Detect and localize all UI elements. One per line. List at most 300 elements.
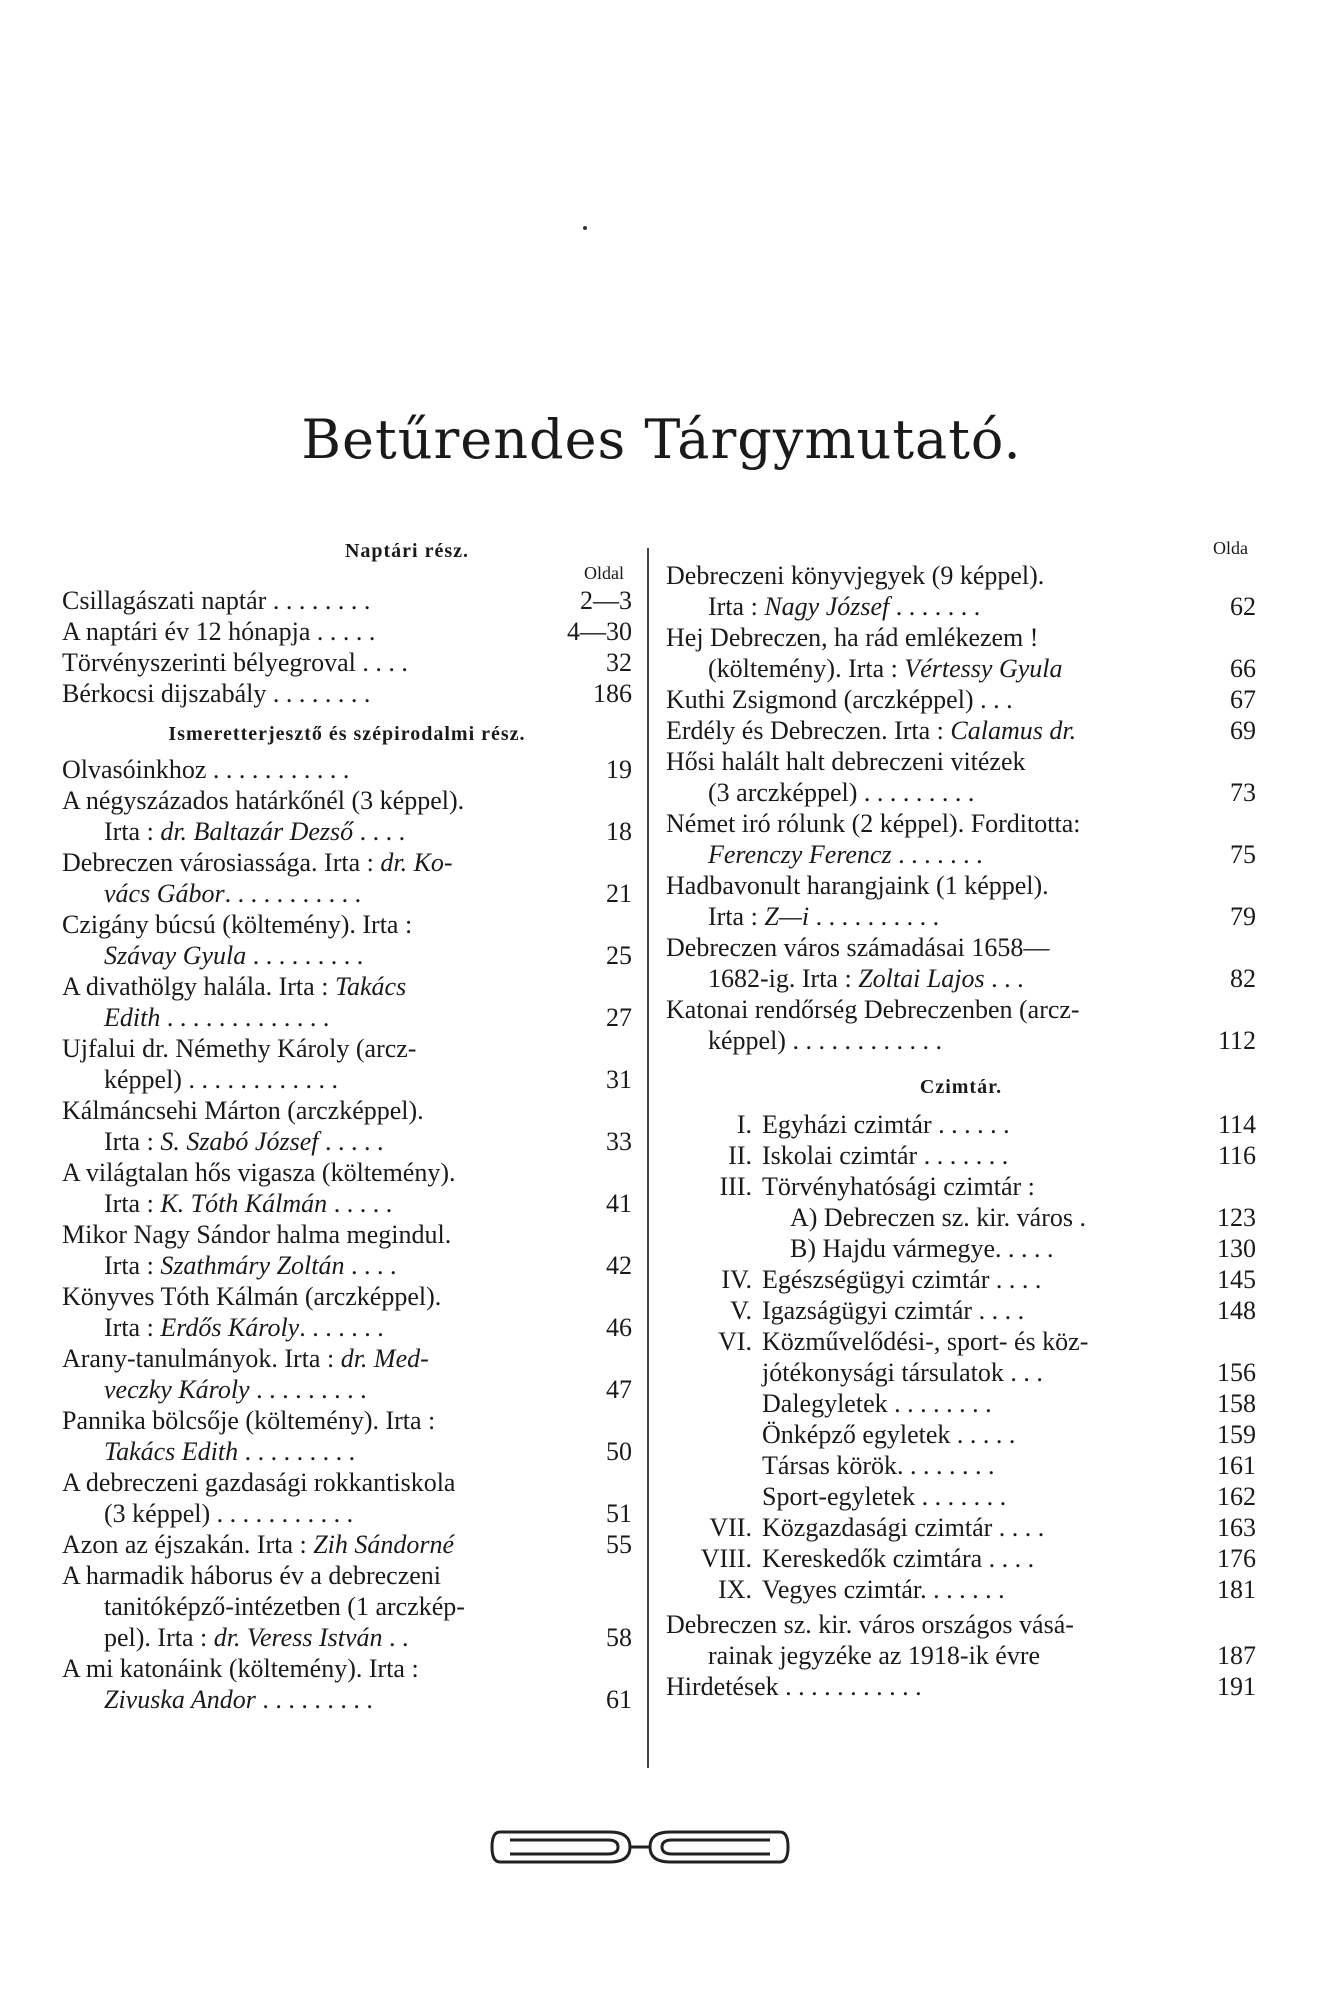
author-name: Takács [334, 972, 407, 1001]
toc-entry-text [62, 1653, 562, 1684]
entry-text-segment: . . . . . . . [891, 840, 983, 869]
toc-entry-text [62, 754, 562, 785]
directory-label: Kereskedők czimtára . . . . [762, 1544, 1035, 1573]
directory-label: Törvényhatósági czimtár : [762, 1172, 1035, 1201]
toc-entry [62, 754, 632, 785]
right-entries [666, 560, 1256, 1056]
toc-entry-line [666, 839, 1256, 870]
toc-entry-line [62, 1157, 632, 1188]
toc-entry-text [62, 1684, 562, 1715]
directory-page-number: 163 [1217, 1513, 1256, 1542]
directory-page-number: 116 [1217, 1141, 1256, 1170]
author-name: dr. Ko- [380, 848, 453, 877]
toc-entry [666, 932, 1256, 994]
toc-entry-line [666, 932, 1256, 963]
directory-number: II. [728, 1141, 752, 1170]
toc-entry-line [62, 1560, 632, 1591]
directory-label: Iskolai czimtár . . . . . . . [762, 1141, 1009, 1170]
author-name: dr. Veress István [213, 1623, 383, 1652]
entry-text-segment: tanitóképző-intézetben (1 arczkép- [104, 1592, 465, 1621]
toc-entry-text [666, 1025, 1186, 1056]
oldal-label-right: Olda [1213, 538, 1248, 558]
toc-entry [62, 1157, 632, 1219]
toc-entry-line [62, 1684, 632, 1715]
toc-page-number: 19 [606, 755, 632, 784]
toc-entry-text [62, 1157, 562, 1188]
directory-number: VI. [718, 1327, 752, 1356]
entry-text-segment: . . . . . . . . . . . [224, 879, 362, 908]
directory-row [666, 1543, 1256, 1574]
entry-text-segment: Irta : [104, 1313, 161, 1342]
toc-entry-text [62, 785, 562, 816]
ismeretterjeszto-entries [62, 754, 632, 1715]
author-name: Z—i [764, 902, 810, 931]
directory-number: III. [719, 1172, 752, 1201]
entry-text-segment: Mikor Nagy Sándor halma megindul. [62, 1220, 452, 1249]
toc-entry-line [62, 1095, 632, 1126]
toc-page-number: 79 [1230, 902, 1256, 931]
column-divider [647, 548, 649, 1768]
toc-entry-text [62, 1560, 562, 1591]
right-tail-entries [666, 1609, 1256, 1702]
directory-page-number: 114 [1217, 1110, 1256, 1139]
author-name: Szathmáry Zoltán [160, 1251, 345, 1280]
toc-entry-text [62, 1250, 562, 1281]
toc-entry-text [666, 746, 1186, 777]
toc-entry-text [666, 994, 1186, 1025]
entry-text-segment: . . . . . [327, 1189, 393, 1218]
directory-page-number: 181 [1217, 1575, 1256, 1604]
toc-entry [62, 678, 632, 709]
directory-row [666, 1574, 1256, 1605]
directory-label: Közgazdasági czimtár . . . . [762, 1513, 1045, 1542]
toc-entry-text [62, 678, 562, 709]
entry-text-segment: A debreczeni gazdasági rokkantiskola [62, 1468, 456, 1497]
section-heading-czimtar: Czimtár. [919, 1076, 1003, 1098]
toc-entry [666, 684, 1256, 715]
entry-text-segment: . . . . [344, 1251, 397, 1280]
entry-text-segment: Irta : [708, 592, 765, 621]
entry-text-segment: Hősi halált halt debreczeni vitézek [666, 747, 1026, 776]
toc-entry-line [666, 715, 1256, 746]
entry-text-segment: . . . . . . . . . [249, 1375, 367, 1404]
entry-text-segment: . . . . . . . . . [246, 941, 364, 970]
toc-entry-text [666, 870, 1186, 901]
entry-text-segment: Hirdetések . . . . . . . . . . . [666, 1672, 922, 1701]
toc-entry-line [62, 1529, 632, 1560]
toc-entry-line [666, 994, 1256, 1025]
toc-entry-line [62, 678, 632, 709]
toc-entry-text [666, 715, 1186, 746]
toc-entry-line [666, 1671, 1256, 1702]
entry-text-segment: Irta : [708, 902, 765, 931]
toc-entry-text [666, 1640, 1186, 1671]
section-heading-ismeretterjeszto: Ismeretterjesztő és szépirodalmi rész. [168, 723, 526, 745]
toc-entry-text [62, 1095, 562, 1126]
toc-entry-line [62, 616, 632, 647]
toc-entry-text [62, 1622, 562, 1653]
toc-page-number: 191 [1217, 1672, 1256, 1701]
toc-entry-line [62, 785, 632, 816]
toc-entry-line [666, 870, 1256, 901]
toc-page-number: 21 [606, 879, 632, 908]
toc-entry-line [62, 1033, 632, 1064]
toc-page-number: 41 [606, 1189, 632, 1218]
entry-text-segment: . . . . . . . . . [255, 1685, 373, 1714]
toc-page-number: 50 [606, 1437, 632, 1466]
left-column [62, 540, 632, 1715]
toc-entry [62, 1281, 632, 1343]
author-name: Nagy József [764, 592, 890, 621]
toc-entry-text [666, 932, 1186, 963]
toc-page-number: 112 [1217, 1026, 1256, 1055]
toc-entry-text [62, 1405, 562, 1436]
entry-text-segment: Katonai rendőrség Debreczenben (arcz- [666, 995, 1080, 1024]
toc-entry-line [666, 746, 1256, 777]
entry-text-segment: Csillagászati naptár . . . . . . . . [62, 586, 371, 615]
directory-label: Igazságügyi czimtár . . . . [762, 1296, 1025, 1325]
toc-page-number: 2—3 [580, 586, 632, 615]
toc-entry-text [666, 653, 1186, 684]
oldal-label: Oldal [584, 563, 624, 583]
toc-page-number: 42 [606, 1251, 632, 1280]
entry-text-segment: pel). Irta : [104, 1623, 214, 1652]
entry-text-segment: (költemény). Irta : [708, 654, 905, 683]
entry-text-segment: Olvasóinkhoz . . . . . . . . . . . [62, 755, 350, 784]
toc-entry-line [62, 647, 632, 678]
toc-entry [666, 715, 1256, 746]
toc-entry-text [62, 1188, 562, 1219]
entry-text-segment: Kuthi Zsigmond (arczképpel) . . . [666, 685, 1013, 714]
toc-entry [62, 1653, 632, 1715]
toc-entry-line [62, 847, 632, 878]
directory-label: B) Hajdu vármegye. . . . . [790, 1234, 1054, 1263]
entry-text-segment: Irta : [104, 1127, 161, 1156]
toc-entry [666, 746, 1256, 808]
directory-number: VII. [709, 1513, 752, 1542]
toc-page-number: 25 [606, 941, 632, 970]
directory-row [666, 1233, 1256, 1264]
entry-text-segment: A világtalan hős vigasza (költemény). [62, 1158, 456, 1187]
directory-label: Vegyes czimtár. . . . . . . [762, 1575, 1005, 1604]
toc-entry [62, 971, 632, 1033]
entry-text-segment: . . [382, 1623, 409, 1652]
directory-row [666, 1171, 1256, 1202]
entry-text-segment: (3 képpel) . . . . . . . . . . . [104, 1499, 354, 1528]
entry-text-segment: Erdély és Debreczen. Irta : [666, 716, 951, 745]
toc-page-number: 69 [1230, 716, 1256, 745]
section-heading-naptari: Naptári rész. [344, 540, 470, 562]
toc-entry-text [62, 1343, 562, 1374]
entry-text-segment: . . . . . . . [299, 1313, 384, 1342]
toc-entry-line [62, 878, 632, 909]
author-name: Zivuska Andor [104, 1685, 256, 1714]
toc-entry-line [62, 1281, 632, 1312]
toc-entry-line [666, 777, 1256, 808]
toc-entry-text [666, 901, 1186, 932]
toc-page-number: 67 [1230, 685, 1256, 714]
entry-text-segment: képpel) . . . . . . . . . . . . [708, 1026, 942, 1055]
toc-entry-text [62, 1498, 562, 1529]
entry-text-segment: Irta : [104, 1189, 161, 1218]
entry-text-segment: Debreczen város számadásai 1658— [666, 933, 1050, 962]
ornament-icon [490, 1822, 790, 1872]
entry-text-segment: Czigány búcsú (költemény). Irta : [62, 910, 413, 939]
toc-entry-line [62, 971, 632, 1002]
author-name: Zoltai Lajos [858, 964, 985, 993]
toc-entry-line [666, 1609, 1256, 1640]
toc-entry-line [62, 940, 632, 971]
entry-text-segment: . . . . . . . . . [238, 1437, 356, 1466]
toc-entry-line [62, 1436, 632, 1467]
toc-entry [62, 1467, 632, 1529]
directory-label: jótékonysági társulatok . . . [762, 1358, 1043, 1387]
toc-entry [62, 785, 632, 847]
toc-entry-line [62, 1343, 632, 1374]
toc-page-number: 32 [606, 648, 632, 677]
entry-text-segment: A mi katonáink (költemény). Irta : [62, 1654, 419, 1683]
entry-text-segment: Német iró rólunk (2 képpel). Forditotta: [666, 809, 1081, 838]
naptari-entries [62, 585, 632, 709]
toc-page-number: 75 [1230, 840, 1256, 869]
directory-row [666, 1481, 1256, 1512]
toc-page-number: 51 [606, 1499, 632, 1528]
toc-entry-text [62, 1467, 562, 1498]
toc-entry-line [62, 1622, 632, 1653]
toc-entry-text [666, 1671, 1186, 1702]
directory-row [666, 1388, 1256, 1419]
toc-entry [62, 1343, 632, 1405]
toc-entry [666, 994, 1256, 1056]
toc-entry-text [62, 1374, 562, 1405]
author-name: Vértessy Gyula [904, 654, 1063, 683]
toc-page-number: 46 [606, 1313, 632, 1342]
toc-entry-text [666, 560, 1186, 591]
toc-entry-line [62, 1312, 632, 1343]
entry-text-segment: Arany-tanulmányok. Irta : [62, 1344, 341, 1373]
toc-entry-text [62, 616, 562, 647]
toc-entry [666, 870, 1256, 932]
toc-entry-line [666, 653, 1256, 684]
right-column [666, 540, 1256, 1702]
toc-page-number: 187 [1217, 1641, 1256, 1670]
directory-page-number: 158 [1217, 1389, 1256, 1418]
toc-page-number: 62 [1230, 592, 1256, 621]
toc-entry-text [666, 777, 1186, 808]
toc-entry-line [62, 1064, 632, 1095]
toc-entry-line [62, 1126, 632, 1157]
toc-entry-text [62, 971, 562, 1002]
directory-page-number: 130 [1217, 1234, 1256, 1263]
directory-number: V. [730, 1296, 752, 1325]
directory-label: A) Debreczen sz. kir. város . [790, 1203, 1086, 1232]
toc-page-number: 55 [606, 1530, 632, 1559]
entry-text-segment: Debreczeni könyvjegyek (9 képpel). [666, 561, 1045, 590]
author-name: Calamus dr. [950, 716, 1077, 745]
entry-text-segment: Kálmáncsehi Márton (arczképpel). [62, 1096, 424, 1125]
directory-label: Közművelődési-, sport- és köz- [762, 1327, 1089, 1356]
author-name: Zih Sándorné [313, 1530, 455, 1559]
directory-page-number: 145 [1217, 1265, 1256, 1294]
toc-entry [62, 1033, 632, 1095]
toc-entry-text [62, 1126, 562, 1157]
entry-text-segment: (3 arczképpel) . . . . . . . . . [708, 778, 975, 807]
toc-entry-text [62, 940, 562, 971]
toc-page-number: 47 [606, 1375, 632, 1404]
toc-entry-line [666, 901, 1256, 932]
entry-text-segment: 1682-ig. Irta : [708, 964, 859, 993]
toc-entry-text [62, 1591, 562, 1622]
entry-text-segment: A négyszázados határkőnél (3 képpel). [62, 786, 465, 815]
toc-entry [62, 1405, 632, 1467]
toc-entry [666, 1609, 1256, 1671]
directory-row [666, 1264, 1256, 1295]
toc-page-number: 27 [606, 1003, 632, 1032]
toc-entry-text [62, 1219, 562, 1250]
directory-row [666, 1450, 1256, 1481]
toc-entry-line [666, 684, 1256, 715]
toc-entry-text [62, 585, 562, 616]
toc-entry-text [62, 1436, 562, 1467]
toc-page-number: 18 [606, 817, 632, 846]
toc-entry-text [666, 808, 1186, 839]
toc-entry [62, 616, 632, 647]
toc-entry-line [666, 622, 1256, 653]
directory-page-number: 156 [1217, 1358, 1256, 1387]
toc-page-number: 66 [1230, 654, 1256, 683]
toc-entry-line [62, 585, 632, 616]
toc-entry-line [62, 1498, 632, 1529]
author-name: Ferenczy Ferencz [708, 840, 892, 869]
entry-text-segment: A divathölgy halála. Irta : [62, 972, 335, 1001]
author-name: dr. Baltazár Dezső [160, 817, 354, 846]
toc-entry-line [62, 1467, 632, 1498]
toc-page-number: 4—30 [567, 617, 632, 646]
toc-entry-text [62, 847, 562, 878]
toc-entry [62, 909, 632, 971]
directory-label: Egyházi czimtár . . . . . . [762, 1110, 1010, 1139]
directory-label: Sport-egyletek . . . . . . . [762, 1482, 1007, 1511]
directory-row [666, 1326, 1256, 1357]
toc-entry-text [62, 878, 562, 909]
directory-row [666, 1419, 1256, 1450]
directory-number: I. [736, 1110, 752, 1139]
toc-entry-line [62, 1250, 632, 1281]
entry-text-segment: Könyves Tóth Kálmán (arczképpel). [62, 1282, 442, 1311]
author-name: Takács Edith [104, 1437, 239, 1466]
entry-text-segment: A harmadik háborus év a debreczeni [62, 1561, 442, 1590]
author-name: veczky Károly [104, 1375, 250, 1404]
toc-entry-text [62, 1529, 562, 1560]
toc-entry-line [62, 1653, 632, 1684]
toc-entry-line [62, 1374, 632, 1405]
toc-entry [62, 847, 632, 909]
directory-number: IX. [718, 1575, 752, 1604]
author-name: K. Tóth Kálmán [160, 1189, 328, 1218]
entry-text-segment: . . . . . . . . . . . . . [160, 1003, 330, 1032]
directory-page-number: 159 [1217, 1420, 1256, 1449]
directory-label: Társas körök. . . . . . . . [762, 1451, 995, 1480]
toc-entry [666, 622, 1256, 684]
toc-entry-text [666, 684, 1186, 715]
toc-page-number: 186 [593, 679, 632, 708]
entry-text-segment: Debreczen városiassága. Irta : [62, 848, 381, 877]
directory-page-number: 148 [1217, 1296, 1256, 1325]
toc-entry-line [62, 909, 632, 940]
toc-entry-text [62, 647, 562, 678]
directory-row [666, 1357, 1256, 1388]
toc-entry [62, 1095, 632, 1157]
entry-text-segment: Irta : [104, 1251, 161, 1280]
toc-entry-line [666, 560, 1256, 591]
author-name: Edith [104, 1003, 161, 1032]
directory-page-number: 123 [1217, 1203, 1256, 1232]
ink-dot [583, 226, 587, 230]
entry-text-segment: rainak jegyzéke az 1918-ik évre [708, 1641, 1041, 1670]
directory-label: Dalegyletek . . . . . . . . [762, 1389, 992, 1418]
toc-entry-line [666, 963, 1256, 994]
entry-text-segment: Bérkocsi dijszabály . . . . . . . . [62, 679, 371, 708]
toc-entry [666, 1671, 1256, 1702]
directory-number: IV. [721, 1265, 752, 1294]
toc-entry-line [666, 591, 1256, 622]
entry-text-segment: . . . . . . . [889, 592, 981, 621]
toc-entry [666, 560, 1256, 622]
toc-entry-text [62, 1312, 562, 1343]
toc-entry-text [666, 591, 1186, 622]
entry-text-segment: . . . . . [318, 1127, 384, 1156]
directory-page-number: 161 [1217, 1451, 1256, 1480]
entry-text-segment: . . . [984, 964, 1024, 993]
toc-entry [62, 1219, 632, 1281]
entry-text-segment: Törvényszerinti bélyegroval . . . . [62, 648, 408, 677]
toc-entry-text [62, 1002, 562, 1033]
toc-entry [62, 585, 632, 616]
toc-entry-line [62, 1002, 632, 1033]
entry-text-segment: A naptári év 12 hónapja . . . . . [62, 617, 376, 646]
author-name: vács Gábor [104, 879, 225, 908]
entry-text-segment: Hadbavonult harangjaink (1 képpel). [666, 871, 1049, 900]
directory-row [666, 1295, 1256, 1326]
entry-text-segment: Ujfalui dr. Némethy Károly (arcz- [62, 1034, 417, 1063]
toc-entry-line [62, 754, 632, 785]
toc-page-number: 58 [606, 1623, 632, 1652]
toc-entry-line [62, 816, 632, 847]
author-name: S. Szabó József [160, 1127, 319, 1156]
directory-page-number: 162 [1217, 1482, 1256, 1511]
toc-entry-text [62, 816, 562, 847]
toc-entry-line [62, 1219, 632, 1250]
czimtar-directory [666, 1109, 1256, 1605]
toc-page-number: 82 [1230, 964, 1256, 993]
toc-entry-text [62, 1281, 562, 1312]
directory-row [666, 1140, 1256, 1171]
toc-entry-text [62, 1064, 562, 1095]
author-name: dr. Med- [340, 1344, 429, 1373]
page-title: Betűrendes Tárgymutató. [301, 408, 1022, 471]
entry-text-segment: . . . . . . . . . . [809, 902, 940, 931]
toc-page-number: 73 [1230, 778, 1256, 807]
toc-entry-line [62, 1188, 632, 1219]
toc-page-number: 31 [606, 1065, 632, 1094]
toc-entry-text [62, 1033, 562, 1064]
toc-page-number: 33 [606, 1127, 632, 1156]
directory-label: Egészségügyi czimtár . . . . [762, 1265, 1042, 1294]
directory-number: VIII. [700, 1544, 752, 1573]
directory-row [666, 1512, 1256, 1543]
entry-text-segment: Irta : [104, 817, 161, 846]
toc-entry-text [62, 909, 562, 940]
